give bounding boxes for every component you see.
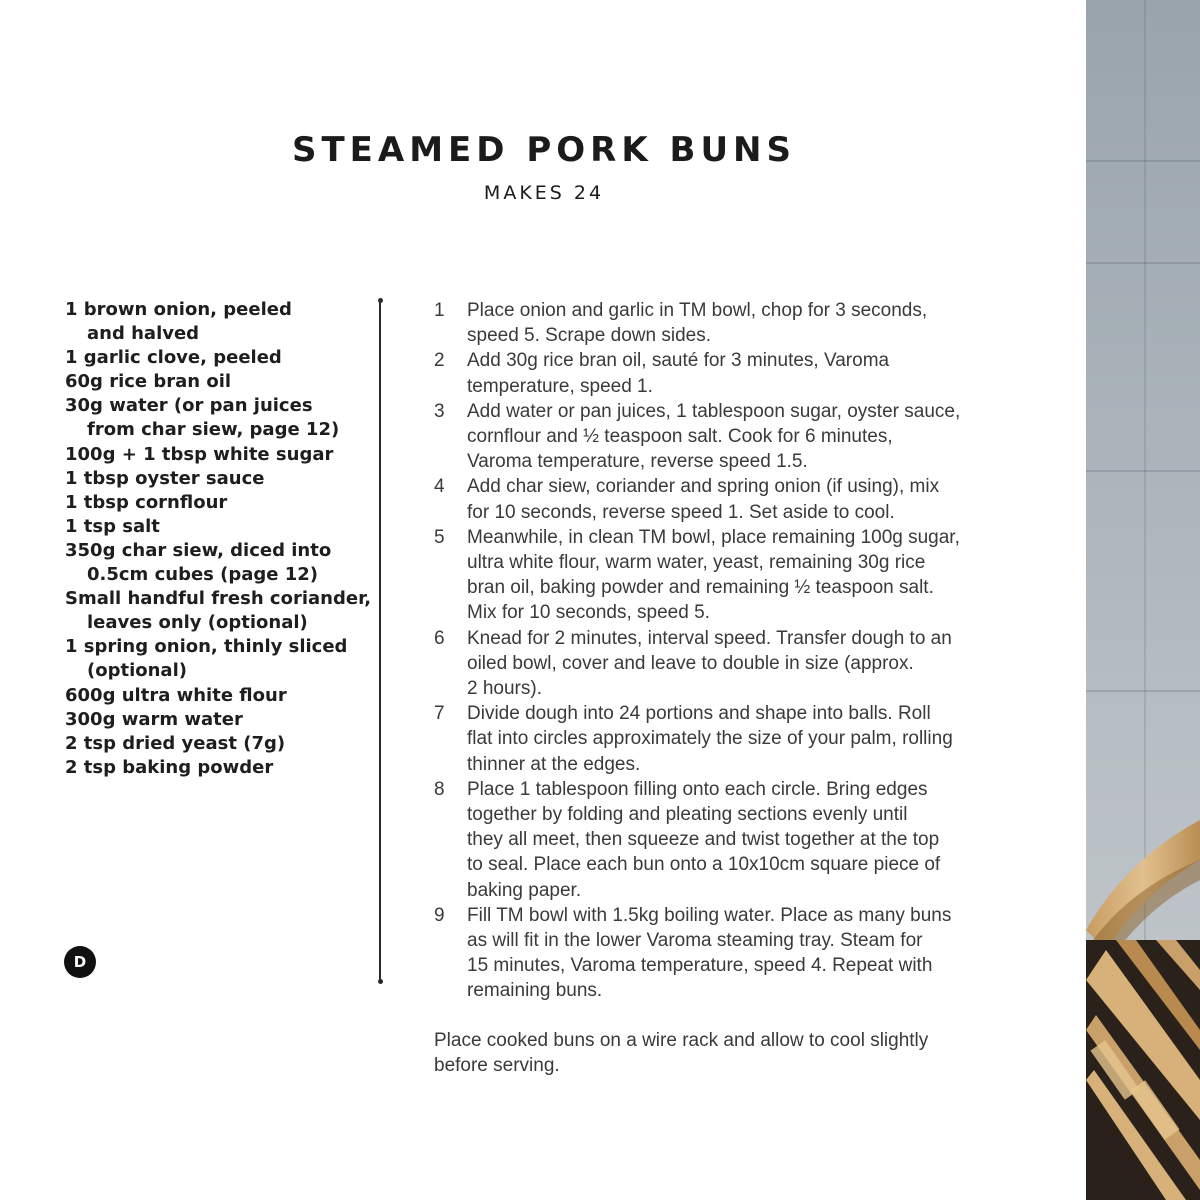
ingredient-line: 1 tsp salt [65, 515, 160, 537]
ingredient-line: 1 tbsp oyster sauce [65, 467, 265, 489]
steamer-photo [1086, 0, 1200, 1200]
ingredient-line: 350g char siew, diced into [65, 539, 332, 561]
method-steps [430, 298, 970, 1004]
step-text: for 10 seconds, reverse speed 1. Set aside to cool. [467, 501, 895, 523]
ingredient-line: 100g + 1 tbsp white sugar [65, 443, 334, 465]
method-step [430, 903, 970, 1004]
step-text: Add char siew, coriander and spring onion (if using), mix [467, 476, 940, 498]
method-step [430, 626, 970, 702]
step-text: bran oil, baking powder and remaining ½ teaspoon salt. [467, 577, 934, 599]
step-number: 3 [434, 400, 445, 422]
closing-text: Place cooked buns on a wire rack and allow to cool slightly [434, 1030, 929, 1051]
recipe-yield: MAKES 24 [483, 182, 605, 204]
step-number: 8 [434, 778, 445, 800]
method-step [430, 525, 970, 626]
step-text: Fill TM bowl with 1.5kg boiling water. Place as many buns [467, 904, 952, 926]
column-divider [379, 300, 381, 982]
ingredient-line: 2 tsp dried yeast (7g) [65, 732, 286, 754]
ingredient-line: (optional) [87, 660, 187, 682]
diet-badge: D [64, 946, 96, 978]
ingredients-list [65, 298, 372, 780]
ingredient-line: 2 tsp baking powder [65, 756, 274, 778]
method-step [430, 298, 970, 348]
step-text: Place 1 tablespoon filling onto each circle. Bring edges [467, 778, 928, 800]
step-text: 2 hours). [467, 678, 542, 700]
ingredient-line: 30g water (or pan juices [65, 395, 313, 417]
ingredient-line: 60g rice bran oil [65, 371, 232, 393]
step-text: to seal. Place each bun onto a 10x10cm square piece of [467, 854, 941, 876]
step-number: 6 [434, 627, 445, 649]
closing-note [434, 1028, 974, 1078]
ingredient-line: 0.5cm cubes (page 12) [87, 564, 319, 586]
ingredient-line: 1 spring onion, thinly sliced [65, 636, 348, 658]
step-text: Add water or pan juices, 1 tablespoon sugar, oyster sauce, [467, 400, 961, 422]
ingredient-line: Small handful fresh coriander, [65, 588, 372, 610]
step-text: thinner at the edges. [467, 753, 641, 775]
step-text: they all meet, then squeeze and twist together at the top [467, 829, 940, 851]
step-number: 5 [434, 526, 445, 548]
ingredient-line: 600g ultra white flour [65, 684, 287, 706]
method-step [430, 474, 970, 524]
method-step [430, 777, 970, 903]
step-text: together by folding and pleating sections evenly until [467, 804, 908, 826]
ingredient-line: and halved [87, 323, 200, 345]
step-text: speed 5. Scrape down sides. [467, 325, 711, 347]
ingredient-line: from char siew, page 12) [87, 419, 340, 441]
step-text: ultra white flour, warm water, yeast, remaining 30g rice [467, 552, 926, 574]
step-number: 1 [434, 300, 445, 321]
method-step [430, 348, 970, 398]
step-text: baking paper. [467, 879, 582, 901]
step-text: Mix for 10 seconds, speed 5. [467, 602, 710, 624]
step-text: as will fit in the lower Varoma steaming tray. Steam for [467, 930, 923, 952]
step-text: 15 minutes, Varoma temperature, speed 4. Repeat with [467, 955, 933, 977]
step-text: temperature, speed 1. [467, 375, 653, 397]
recipe-title: STEAMED PORK BUNS [292, 130, 796, 170]
method-step [430, 399, 970, 475]
step-number: 9 [434, 904, 445, 926]
step-text: Add 30g rice bran oil, sauté for 3 minutes, Varoma [467, 350, 890, 372]
step-text: flat into circles approximately the size of your palm, rolling [467, 728, 953, 750]
closing-text: before serving. [434, 1055, 560, 1077]
ingredient-line: 1 garlic clove, peeled [65, 347, 282, 369]
ingredient-line: 1 tbsp cornflour [65, 491, 228, 513]
step-number: 4 [434, 476, 445, 498]
step-text: oiled bowl, cover and leave to double in size (approx. [467, 652, 914, 674]
step-text: cornflour and ½ teaspoon salt. Cook for 6 minutes, [467, 426, 893, 448]
step-text: Divide dough into 24 portions and shape into balls. Roll [467, 703, 931, 725]
method-step [430, 701, 970, 777]
step-text: Place onion and garlic in TM bowl, chop for 3 seconds, [467, 300, 928, 321]
ingredient-line: 300g warm water [65, 708, 243, 730]
ingredient-line: leaves only (optional) [87, 612, 308, 634]
step-text: Knead for 2 minutes, interval speed. Transfer dough to an [467, 627, 952, 649]
step-text: remaining buns. [467, 980, 603, 1002]
step-number: 2 [434, 350, 445, 372]
step-text: Meanwhile, in clean TM bowl, place remaining 100g sugar, [467, 526, 960, 548]
step-number: 7 [434, 703, 445, 725]
step-text: Varoma temperature, reverse speed 1.5. [467, 451, 808, 473]
ingredient-line: 1 brown onion, peeled [65, 299, 292, 320]
bamboo-steamer-image [1086, 820, 1200, 1200]
